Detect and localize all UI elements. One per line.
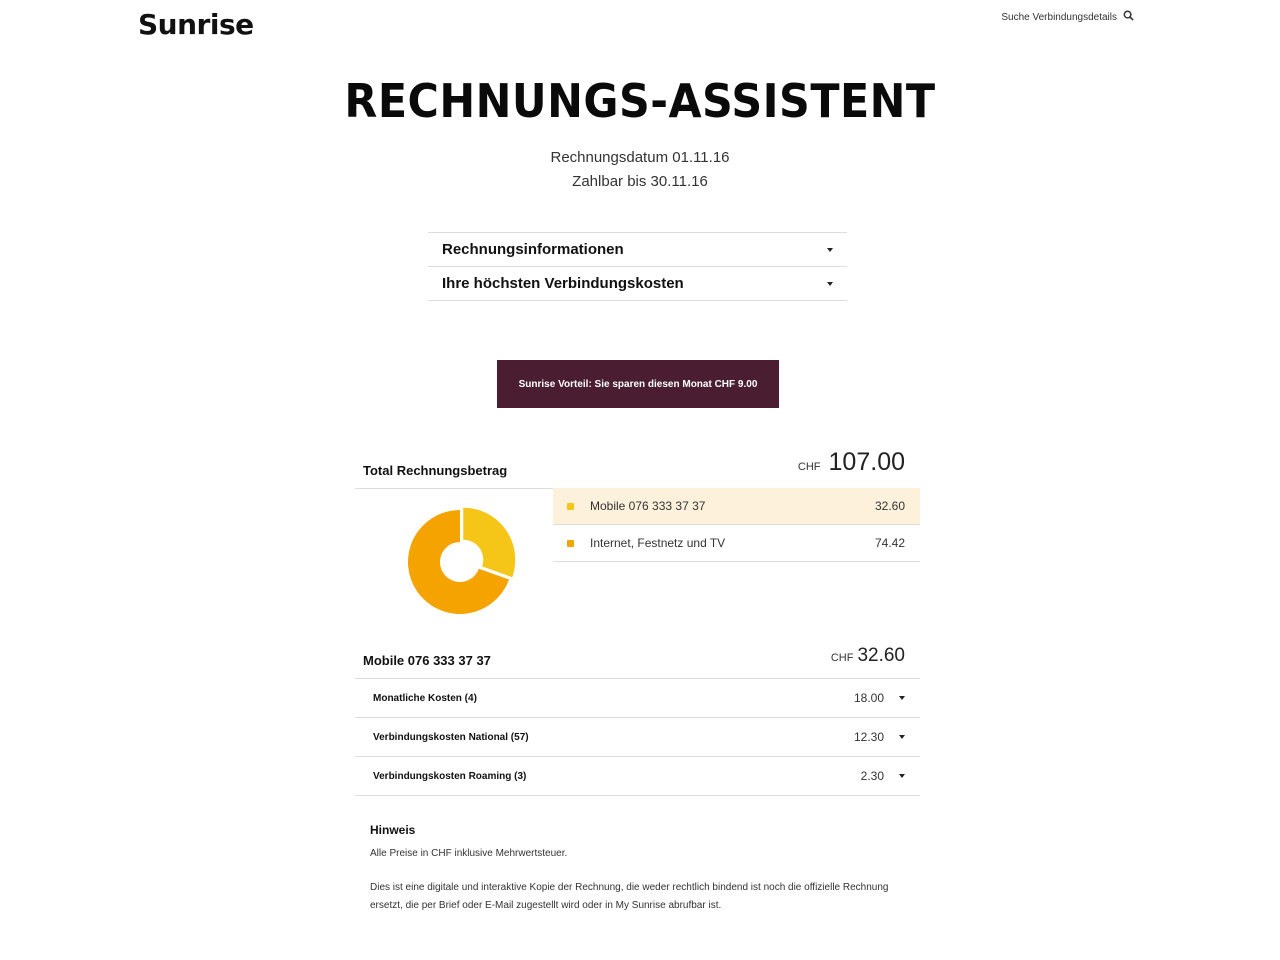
accordion-invoice-info[interactable] bbox=[428, 233, 847, 267]
cost-donut-chart[interactable] bbox=[404, 506, 516, 616]
caret-down-icon bbox=[899, 774, 905, 778]
promo-banner: Sunrise Vorteil: Sie sparen diesen Monat CHF 9.00 bbox=[497, 360, 779, 408]
accordion-highest-costs[interactable] bbox=[428, 267, 847, 301]
breakdown-row-internet[interactable] bbox=[553, 525, 920, 562]
notice-section bbox=[370, 823, 910, 931]
search-connection-details-link[interactable] bbox=[1001, 10, 1134, 24]
caret-down-icon bbox=[899, 696, 905, 700]
cost-value: 2.30 bbox=[860, 769, 884, 783]
donut-slice-mobile[interactable] bbox=[463, 508, 515, 577]
breakdown-label: Mobile 076 333 37 37 bbox=[590, 499, 706, 513]
notice-line-vat: Alle Preise in CHF inklusive Mehrwertsteuer. bbox=[370, 848, 568, 859]
legend-dot bbox=[567, 503, 574, 510]
cost-value: 18.00 bbox=[853, 691, 884, 705]
sunrise-logo[interactable]: Sunrise bbox=[138, 8, 254, 41]
cost-breakdown-list bbox=[553, 488, 920, 562]
divider bbox=[355, 488, 553, 489]
mobile-value: 32.60 bbox=[857, 645, 905, 666]
breakdown-row-mobile[interactable] bbox=[553, 488, 920, 525]
cost-label: Verbindungskosten National (57) bbox=[373, 731, 529, 743]
accordion-label: Rechnungsinformationen bbox=[442, 241, 624, 258]
cost-row-monthly[interactable] bbox=[355, 679, 920, 718]
total-label: Total Rechnungsbetrag bbox=[363, 463, 508, 478]
accordion-label: Ihre höchsten Verbindungskosten bbox=[442, 275, 684, 292]
search-label: Suche Verbindungsdetails bbox=[1001, 11, 1117, 23]
page-title: RECHNUNGS-ASSISTENT bbox=[344, 74, 936, 128]
invoice-date: Rechnungsdatum 01.11.16 bbox=[550, 149, 730, 166]
breakdown-value: 32.60 bbox=[874, 499, 905, 513]
cost-label: Verbindungskosten Roaming (3) bbox=[373, 770, 527, 782]
notice-title: Hinweis bbox=[370, 823, 416, 837]
caret-down-icon bbox=[827, 282, 833, 286]
caret-down-icon bbox=[899, 735, 905, 739]
legend-dot bbox=[567, 540, 574, 547]
breakdown-label: Internet, Festnetz und TV bbox=[590, 536, 726, 550]
currency-label: CHF bbox=[797, 461, 821, 473]
cost-row-national[interactable] bbox=[355, 718, 920, 757]
currency-label: CHF bbox=[830, 652, 854, 664]
mobile-section-label: Mobile 076 333 37 37 bbox=[363, 653, 491, 668]
caret-down-icon bbox=[827, 248, 833, 252]
info-accordion bbox=[428, 232, 847, 301]
cost-label: Monatliche Kosten (4) bbox=[373, 692, 477, 704]
cost-value: 12.30 bbox=[853, 730, 884, 744]
breakdown-value: 74.42 bbox=[874, 536, 905, 550]
total-amount bbox=[798, 448, 905, 477]
search-icon bbox=[1123, 10, 1134, 24]
due-date: Zahlbar bis 30.11.16 bbox=[572, 173, 708, 190]
total-value: 107.00 bbox=[828, 448, 905, 476]
notice-line-disclaimer: Dies ist eine digitale und interaktive Kopie der Rechnung, die weder rechtlich bindend ist noch die offizielle Rechnung ersetzt, die per Brief oder E-Mail zugestellt wird oder in My Sunrise abrufbar ist. bbox=[370, 882, 889, 911]
invoice-dates bbox=[0, 146, 1280, 194]
mobile-amount bbox=[831, 645, 905, 667]
mobile-cost-list bbox=[355, 678, 920, 796]
cost-row-roaming[interactable] bbox=[355, 757, 920, 796]
